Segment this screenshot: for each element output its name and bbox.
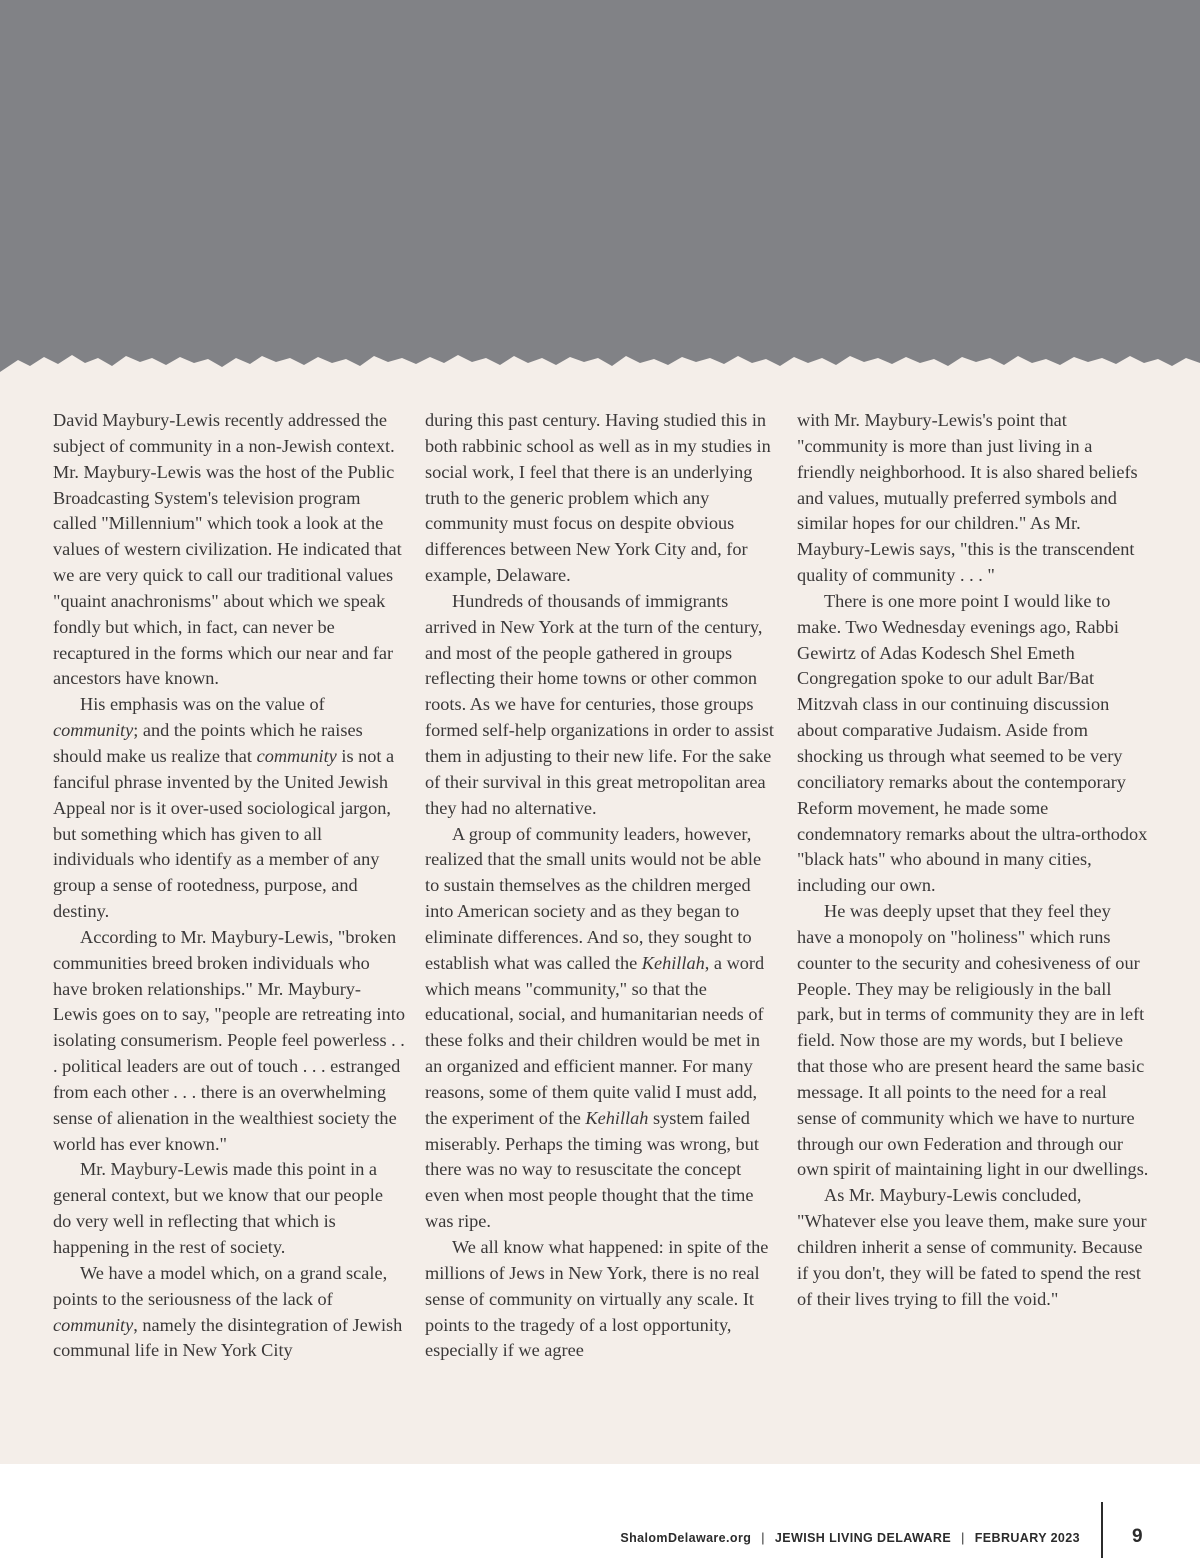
header-banner [0,0,1200,372]
paragraph: We have a model which, on a grand scale, points to the seriousness of the lack of community, namely the disintegration of Jewish communal life in New York City [53,1262,403,1361]
footer-date: FEBRUARY 2023 [974,1531,1080,1545]
paragraph: His emphasis was on the value of community; and the points which he raises should make us realize that community is not a fanciful phrase invented by the United Jewish Appeal nor is it over-used sociological jargon, but something which has given to all individuals who identify as a member of any group a sense of rootedness, purpose, and destiny. [53,694,395,922]
paragraph: According to Mr. Maybury-Lewis, "broken communities breed broken individuals who have broken relationships." Mr. Maybury-Lewis goes on to say, "people are retreating into isolating consumerism. People feel powerless . . . political leaders are out of touch . . . estranged from each other . . . there is an overwhelming sense of alienation in the wealthiest society the world has ever known." [53,926,405,1154]
paragraph: A group of community leaders, however, realized that the small units would not be able to sustain themselves as the children merged into American society and as they began to eliminate differences. And so, they sought to establish what was called the Kehillah, a word which means "community," so that the educational, social, and humanitarian needs of these folks and their children would be met in an organized and efficient manner. For many reasons, some of them quite valid I must add, the experiment of the Kehillah system failed miserably. Perhaps the timing was wrong, but there was no way to resuscitate the concept even when most people thought that the time was ripe. [425,823,765,1232]
paragraph: David Maybury-Lewis recently addressed the subject of community in a non-Jewish context. Mr. Maybury-Lewis was the host of the Public Broadcasting System's television program called "Millennium" which took a look at the values of western civilization. He indicated that we are very quick to call our traditional values "quaint anachronisms" about which we speak fondly but which, in fact, can never be recaptured in the forms which our near and far ancestors have known. [53,410,402,689]
paragraph: There is one more point I would like to make. Two Wednesday evenings ago, Rabbi Gewirtz of Adas Kodesch Shel Emeth Congregation spoke to our adult Bar/Bat Mitzvah class in our continuing discussion about comparative Judaism. Aside from shocking us through what seemed to be very conciliatory remarks about the contemporary Reform movement, he made some condemnatory remarks about the ultra-orthodox "black hats" who abound in many cities, including our own. [797,590,1148,896]
paragraph: He was deeply upset that they feel they have a monopoly on "holiness" which runs counter to the security and cohesiveness of our People. They may be religiously in the ball park, but in terms of community they are in left field. Now those are my words, but I believe that those who are present heard the same basic message. It all points to the need for a real sense of community which we have to nurture through our own Federation and through our own spirit of maintaining light in our dwellings. [797,901,1149,1180]
page-number: 9 [1132,1526,1143,1547]
footer-separator: | [961,1531,965,1545]
article-column-1 [53,408,405,1364]
footer-divider [1101,1502,1103,1558]
paragraph: We all know what happened: in spite of the millions of Jews in New York, there is no real sense of community on virtually any scale. It points to the tragedy of a lost opportunity, especially if we agree [425,1237,769,1361]
article-column-3 [797,408,1149,1313]
paragraph: with Mr. Maybury-Lewis's point that "community is more than just living in a friendly neighborhood. It is also shared beliefs and values, mutually preferred symbols and similar hopes for our children." As Mr. Maybury-Lewis says, "this is the transcendent quality of community . . . " [797,410,1138,586]
paragraph: As Mr. Maybury-Lewis concluded, "Whatever else you leave them, make sure your children inherit a sense of community. Because if you don't, they will be fated to spend the rest of their lives trying to fill the void." [797,1185,1147,1309]
article-column-2 [425,408,777,1364]
paragraph: Hundreds of thousands of immigrants arrived in New York at the turn of the century, and most of the people gathered in groups reflecting their home towns or other common roots. As we have for centuries, those groups formed self-help organizations in order to assist them in adjusting to their new life. For the sake of their survival in this great metropolitan area they had no alternative. [425,590,774,818]
paragraph: during this past century. Having studied this in both rabbinic school as well as in my studies in social work, I feel that there is an underlying truth to the generic problem which any community must focus on despite obvious differences between New York City and, for example, Delaware. [425,410,771,586]
footer-publication: JEWISH LIVING DELAWARE [774,1531,952,1545]
footer-info [620,1531,1080,1545]
footer-site-link[interactable]: ShalomDelaware.org [620,1531,752,1545]
footer-separator: | [761,1531,765,1545]
paragraph: Mr. Maybury-Lewis made this point in a general context, but we know that our people do very well in reflecting that which is happening in the rest of society. [53,1159,383,1257]
